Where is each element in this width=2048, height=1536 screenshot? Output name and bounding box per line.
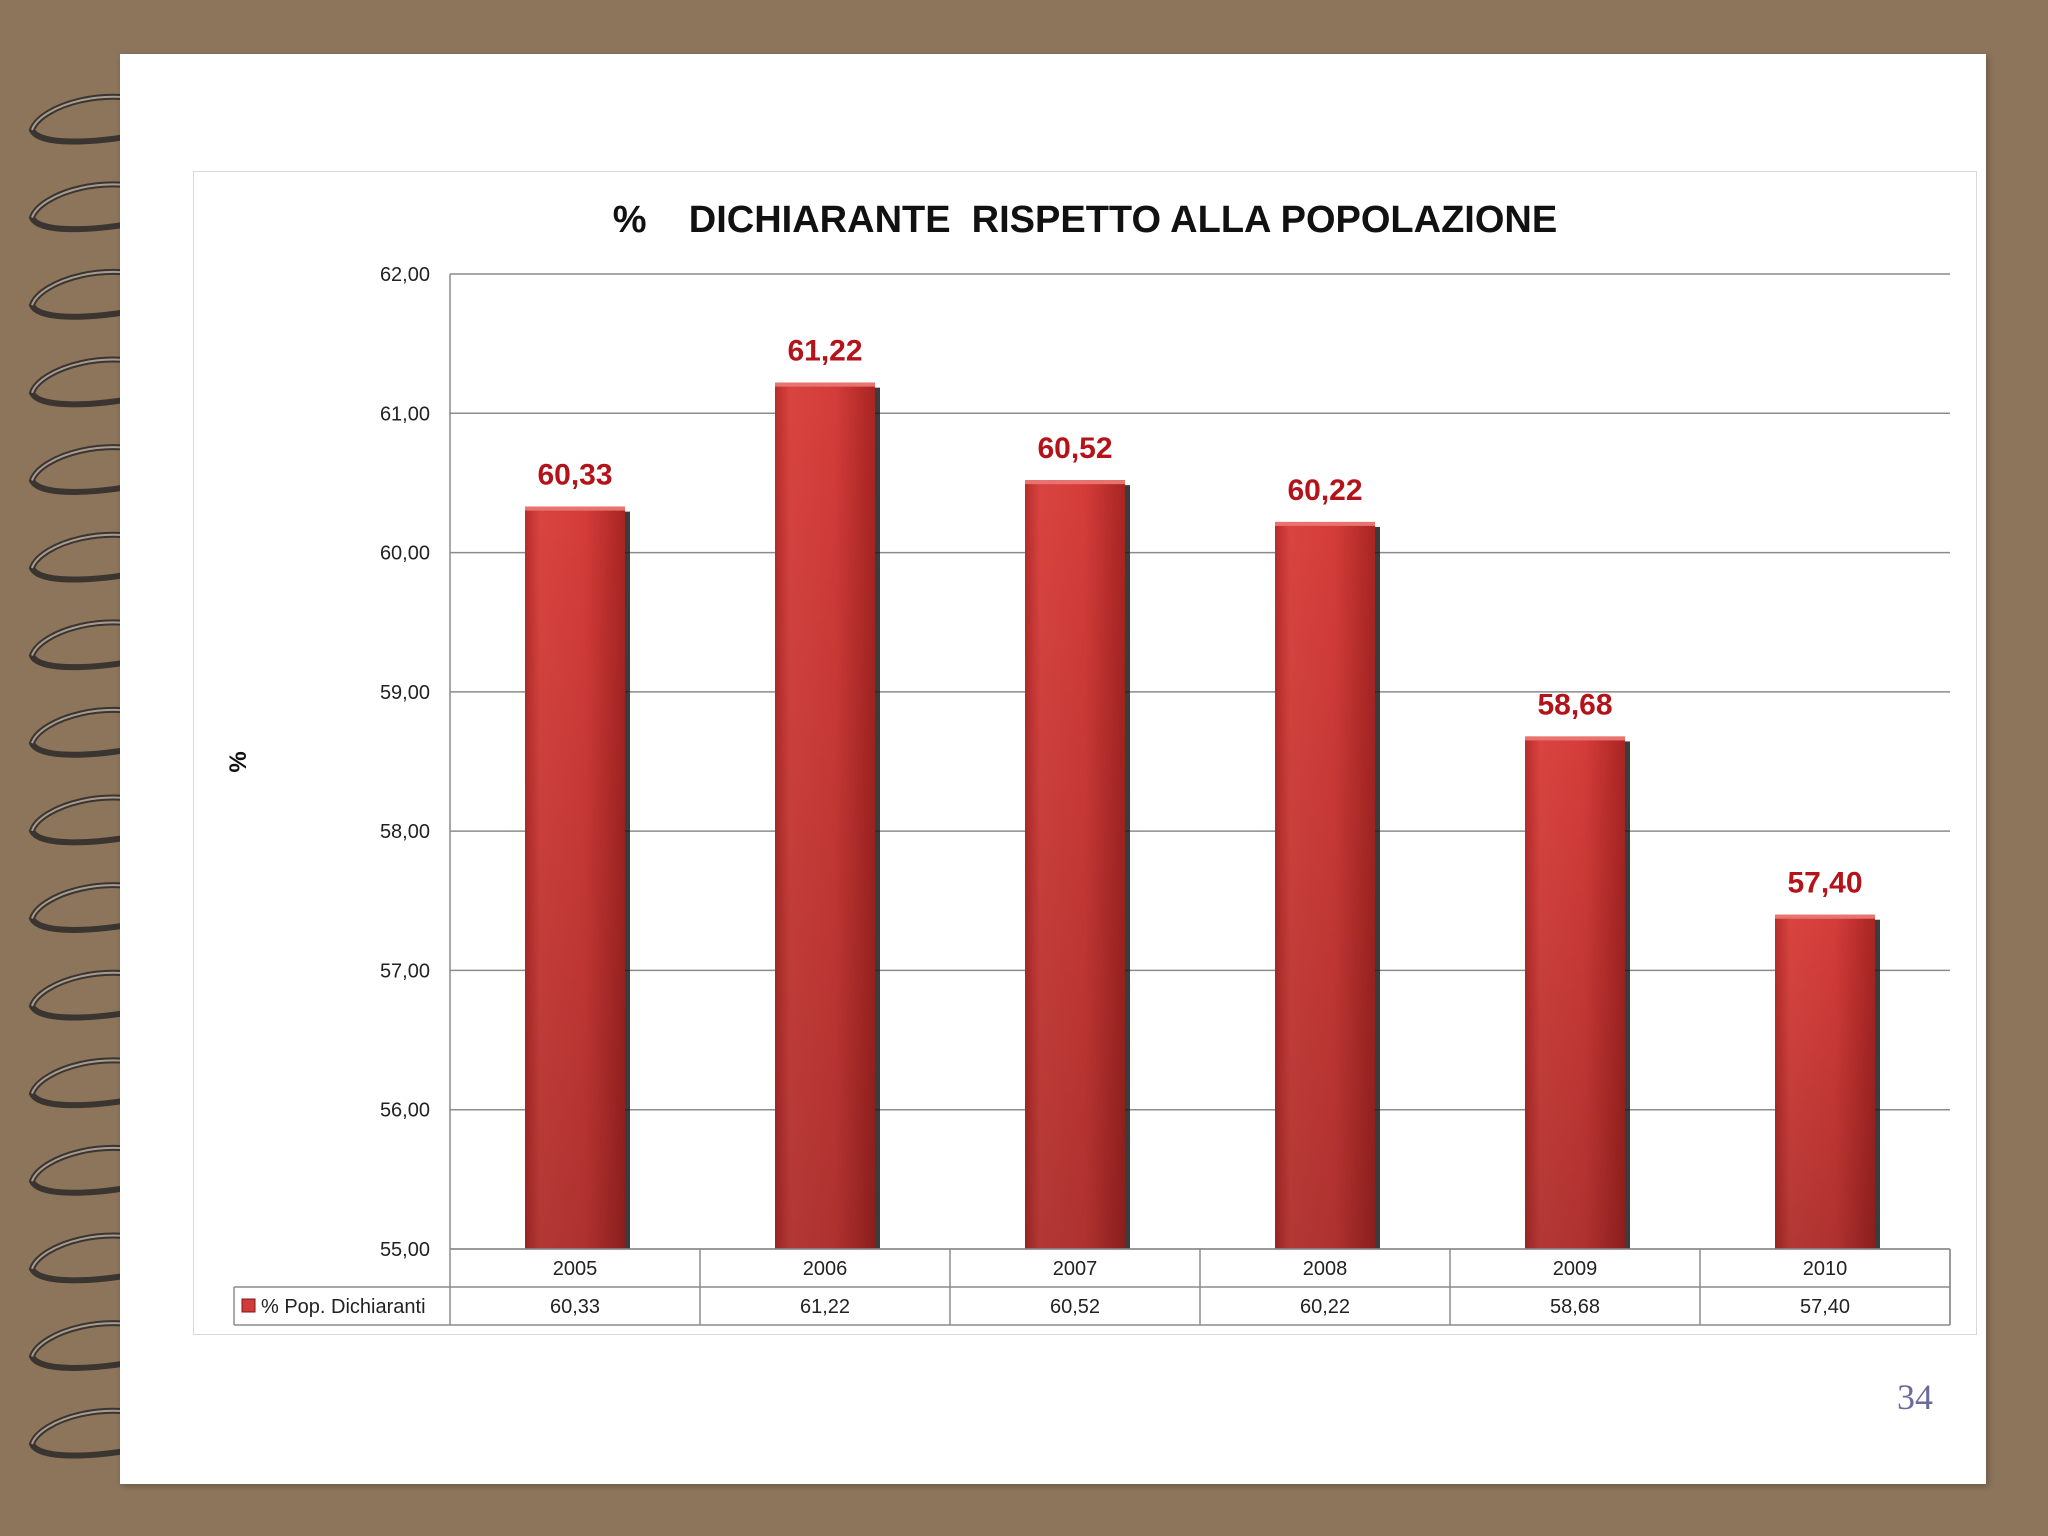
bar-gradient-overlay [1275, 522, 1375, 1249]
y-tick-label: 60,00 [379, 542, 430, 565]
y-axis-ticks [380, 264, 430, 1261]
data-label: 57,40 [1787, 866, 1863, 900]
bar-2006 [775, 383, 880, 1249]
bar-top-highlight [1525, 736, 1625, 740]
x-category-label: 2010 [1802, 1258, 1848, 1280]
x-category-label: 2009 [1552, 1258, 1598, 1280]
bar-gradient-overlay [525, 507, 625, 1249]
table-value: 61,22 [799, 1296, 851, 1318]
bar-top-highlight [1275, 522, 1375, 526]
bar-2005 [525, 507, 630, 1249]
y-tick-label: 58,00 [379, 821, 430, 844]
data-label: 60,33 [537, 458, 613, 492]
y-tick-label: 59,00 [379, 681, 430, 704]
x-category-label: 2008 [1302, 1258, 1348, 1280]
gridlines [450, 274, 1950, 1249]
legend-label: % Pop. Dichiaranti [261, 1296, 426, 1318]
legend-swatch [242, 1299, 255, 1312]
y-tick-label: 62,00 [379, 264, 430, 286]
chart-title: % DICHIARANTE RISPETTO ALLA POPOLAZIONE [612, 199, 1558, 241]
bars [525, 383, 1880, 1249]
page-number: 34 [1897, 1377, 1933, 1417]
y-axis-label: % [225, 751, 252, 773]
bar-top-highlight [775, 383, 875, 387]
bar-top-highlight [1025, 480, 1125, 484]
x-category-label: 2006 [802, 1258, 848, 1280]
bar-top-highlight [525, 507, 625, 511]
y-tick-label: 57,00 [379, 960, 430, 983]
bar-gradient-overlay [1525, 736, 1625, 1249]
data-label: 60,52 [1037, 432, 1113, 466]
bar-2008 [1275, 522, 1380, 1249]
table-value: 57,40 [1799, 1296, 1851, 1318]
chart-area [193, 171, 1977, 1335]
bar-chart [194, 172, 1976, 1334]
table-value: 58,68 [1549, 1296, 1601, 1318]
bar-2010 [1775, 915, 1880, 1249]
bar-gradient-overlay [775, 383, 875, 1249]
data-label: 60,22 [1287, 473, 1363, 507]
x-category-label: 2007 [1052, 1258, 1098, 1280]
table-value: 60,22 [1299, 1296, 1351, 1318]
bar-gradient-overlay [1775, 915, 1875, 1249]
bar-gradient-overlay [1025, 480, 1125, 1249]
bar-top-highlight [1775, 915, 1875, 919]
data-label: 61,22 [787, 334, 863, 368]
bar-2007 [1025, 480, 1130, 1249]
data-labels [537, 335, 1862, 900]
y-tick-label: 55,00 [379, 1239, 430, 1261]
y-tick-label: 56,00 [379, 1099, 430, 1122]
table-value: 60,52 [1049, 1296, 1101, 1318]
table-value: 60,33 [549, 1296, 601, 1318]
x-category-label: 2005 [552, 1258, 598, 1280]
data-label: 58,68 [1537, 688, 1613, 722]
data-table [234, 1249, 1950, 1325]
bar-2009 [1525, 736, 1630, 1249]
y-tick-label: 61,00 [379, 403, 430, 426]
